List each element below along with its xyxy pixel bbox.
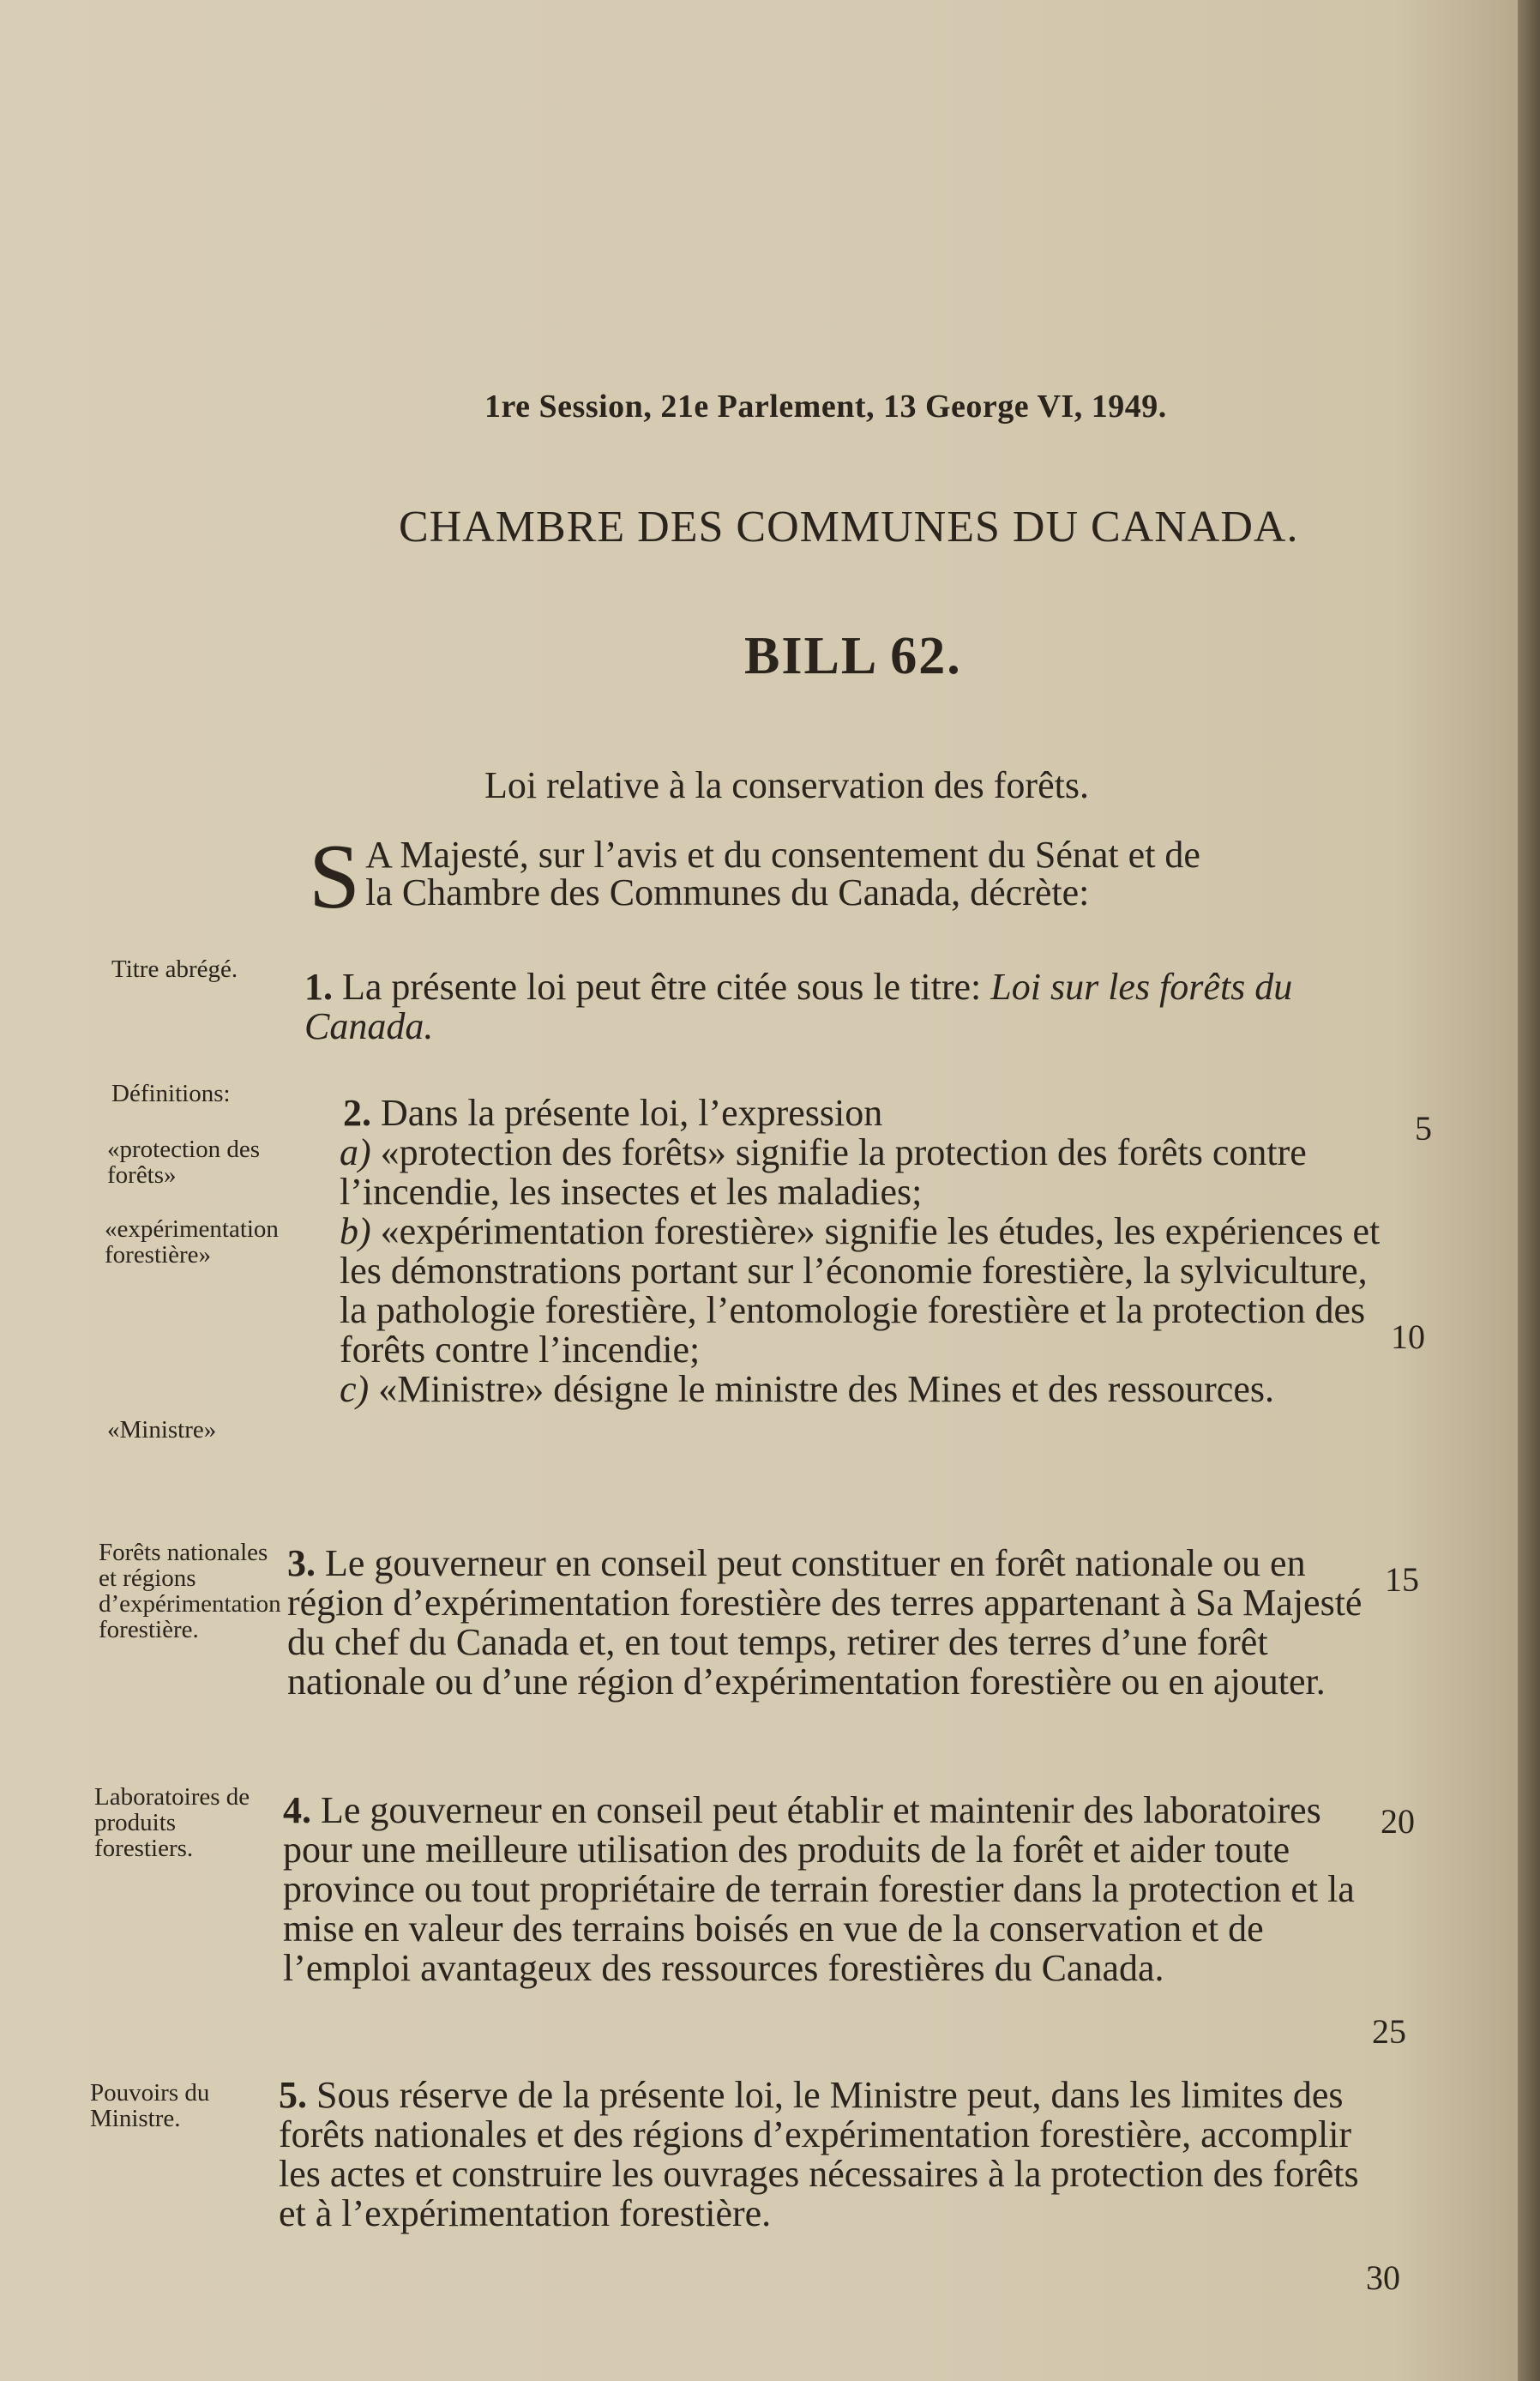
preamble [309,826,1389,928]
section-3-text: Le gouverneur en conseil peut constituer en forêt nationale ou en région d’expérimentation forestière des terres appartenant à Sa Majesté du chef du Canada et, en tout temps, retirer des terres d’une forêt nationale ou d’une région d’expérimentation forestière ou en ajouter. [287,1542,1363,1703]
section-4-text: Le gouverneur en conseil peut établir et maintenir des laboratoires pour une meilleure utilisation des produits de la forêt et aider toute province ou tout propriétaire de terrain forestier dans la protection et la mise en valeur des terrains boisés en vue de la conservation et de l’emploi avantageux des ressources forestières du Canada. [283,1789,1355,1989]
preamble-line-1: A Majesté, sur l’avis et du consentement du Sénat et de [365,834,1200,876]
margin-note-forets: Forêts nationales et régions d’expérimentation forestière. [99,1539,281,1643]
dropcap: S [309,826,361,928]
section-2-intro: Dans la présente loi, l’expression [381,1092,883,1134]
section-3 [287,1544,1372,1702]
section-2-c-text: «Ministre» désigne le ministre des Mines et des ressources. [378,1368,1274,1410]
section-5-text: Sous réserve de la présente loi, le Ministre peut, dans les limites des forêts nationales et des régions d’expérimentation forestière, accomplir les actes et construire les ouvrages nécessaires à la protection des forêts et à l’expérimentation forestière. [279,2074,1359,2234]
section-3-number: 3. [287,1542,316,1584]
margin-note-pouvoirs: Pouvoirs du Ministre. [90,2079,210,2132]
section-2-a-text: «protection des forêts» signifie la protection des forêts contre l’incendie, les insectes et les maladies; [340,1131,1307,1213]
line-number-15: 15 [1385,1560,1419,1599]
page-edge [1518,0,1540,2381]
section-2-number: 2. [343,1092,371,1134]
section-1 [304,967,1385,1046]
margin-note-protection: «protection des forêts» [107,1136,260,1189]
line-number-10: 10 [1391,1317,1425,1356]
line-number-30: 30 [1366,2258,1400,2297]
line-number-20: 20 [1381,1802,1415,1841]
section-4-number: 4. [283,1789,311,1831]
line-number-25: 25 [1372,2012,1406,2051]
margin-note-ministre: «Ministre» [107,1416,217,1444]
section-2-c-label: c) [340,1368,370,1410]
section-1-number: 1. [304,966,333,1008]
section-2-b [340,1212,1385,1370]
house-title: CHAMBRE DES COMMUNES DU CANADA. [399,503,1299,552]
margin-note-definitions: Définitions: [111,1080,231,1107]
session-line: 1re Session, 21e Parlement, 13 George VI, 1949. [484,389,1167,425]
section-1-italic: Loi sur les forêts du Canada. [304,966,1293,1047]
margin-note-titre: Titre abrégé. [111,955,238,983]
section-2-c [340,1370,1385,1409]
section-2 [340,1092,1385,1410]
section-5 [279,2076,1363,2233]
bill-title: Loi relative à la conservation des forêts. [484,764,1089,806]
section-2-b-label: b) [340,1210,371,1252]
section-5-number: 5. [279,2074,307,2116]
section-2-a [340,1133,1385,1212]
section-2-a-label: a) [340,1131,371,1173]
line-number-5: 5 [1415,1109,1432,1148]
section-2-intro-line [343,1094,1385,1133]
preamble-line-2: la Chambre des Communes du Canada, décrète: [365,871,1090,913]
section-1-text: La présente loi peut être citée sous le titre: [342,966,982,1008]
bill-number: BILL 62. [744,627,962,685]
margin-note-laboratoires: Laboratoires de produits forestiers. [94,1783,250,1862]
section-2-b-text: «expérimentation forestière» signifie les études, les expériences et les démonstrations portant sur l’économie forestière, la sylviculture, la pathologie forestière, l’entomologie forestière et la protection des forêts contre l’incendie; [340,1210,1381,1371]
margin-note-experimentation: «expérimentation forestière» [105,1215,279,1269]
section-4 [283,1791,1368,1988]
